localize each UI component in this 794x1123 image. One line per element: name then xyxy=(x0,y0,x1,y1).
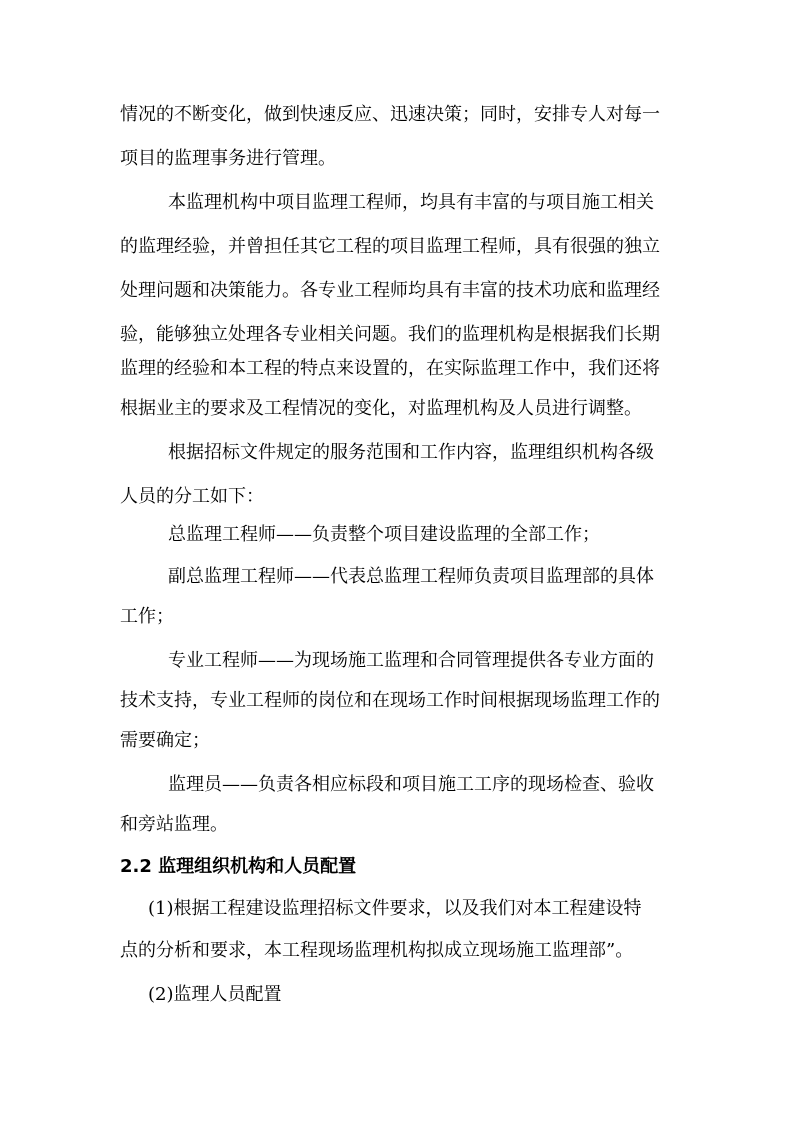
p7-line2: 和旁站监理。 xyxy=(120,814,228,835)
p1-line2: 项目的监理事务进行管理。 xyxy=(120,148,336,169)
section-heading: 2.2 监理组织机构和人员配置 xyxy=(120,856,357,877)
p2-line6: 根据业主的要求及工程情况的变化，对监理机构及人员进行调整。 xyxy=(120,398,642,419)
p5-line1: 副总监理工程师——代表总监理工程师负责项目监理部的具体 xyxy=(168,566,654,587)
p7-line1: 监理员——负责各相应标段和项目施工工序的现场检查、验收 xyxy=(168,774,654,795)
p2-line2: 的监理经验，并曾担任其它工程的项目监理工程师，具有很强的独立 xyxy=(120,236,660,257)
item2-line1: (2)监理人员配置 xyxy=(148,984,282,1005)
p6-line3: 需要确定； xyxy=(120,730,210,751)
p3-line1: 根据招标文件规定的服务范围和工作内容，监理组织机构各级 xyxy=(168,442,654,463)
p2-line4: 验，能够独立处理各专业相关问题。我们的监理机构是根据我们长期 xyxy=(120,324,660,345)
p2-line3: 处理问题和决策能力。各专业工程师均具有丰富的技术功底和监理经 xyxy=(120,280,660,301)
p3-line2: 人员的分工如下： xyxy=(120,486,264,507)
p2-line5: 监理的经验和本工程的特点来设置的，在实际监理工作中，我们还将 xyxy=(120,358,660,379)
p6-line2: 技术支持，专业工程师的岗位和在现场工作时间根据现场监理工作的 xyxy=(120,690,660,711)
p5-line2: 工作； xyxy=(120,606,174,627)
item1-line1: (1)根据工程建设监理招标文件要求，以及我们对本工程建设特 xyxy=(148,898,642,919)
p1-line1: 情况的不断变化，做到快速反应、迅速决策；同时，安排专人对每一 xyxy=(120,104,660,125)
p6-line1: 专业工程师——为现场施工监理和合同管理提供各专业方面的 xyxy=(168,650,654,671)
p4-line1: 总监理工程师——负责整个项目建设监理的全部工作； xyxy=(168,524,600,545)
p2-line1: 本监理机构中项目监理工程师，均具有丰富的与项目施工相关 xyxy=(168,192,654,213)
item1-line2: 点的分析和要求，本工程现场监理机构拟成立现场施工监理部”。 xyxy=(120,940,634,961)
